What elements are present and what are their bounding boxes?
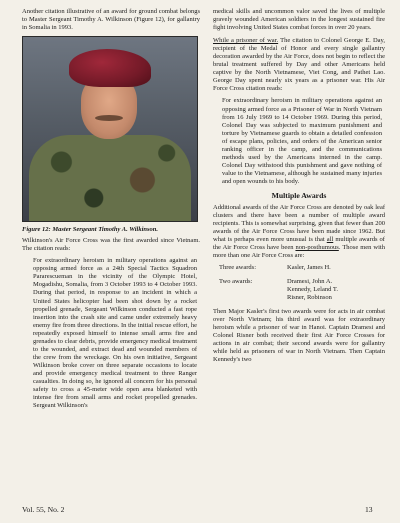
text-segment: multiple awards of the Air Force Cross have been (213, 236, 385, 252)
three-awards-row (219, 264, 338, 272)
day-citation: For extraordinary heroism in military operations against an opposing armed force as a Prisoner of War in North Vietnam from 16 July 1969 to 14 October 1969. During this period, Colonel Day was subjected to maximum punishment and torture by Vietnamese guards to obtain a detailed confession of escape plans, policies, and orders of the American senior ranking officer in the camp, and the communications methods used by the Americans interned in the camp. Colonel Day withstood this punishment and gave nothing of value to the Vietnamese, although he sustained many injuries and open wounds to his body. (222, 97, 382, 185)
awards-table (219, 264, 338, 302)
right-column (213, 8, 385, 364)
two-awards-label: Two awards: (219, 278, 253, 286)
two-awards-names (287, 278, 338, 302)
page-number: 13 (365, 505, 373, 514)
multiple-awards-paragraph (213, 204, 385, 260)
three-awards-label: Three awards: (219, 264, 256, 272)
volume-number: Vol. 55, No. 2 (22, 505, 65, 514)
two-awards-name: Dramesi, John A. (287, 278, 333, 286)
pow-paragraph-text: The citation to Colonel George E. Day, recipient of the Medal of Honor and every single gallantry decoration awarded by the Air Force, does not begin to reflect the brutal treatment suffered by Day and other Americans held captive by the North Vietnamese, Viet Cong, and Pathet Lao. George Day spent nearly six years as a prisoner war. His Air Force Cross citation reads: (213, 37, 385, 93)
continued-paragraph: medical skills and uncommon valor saved the lives of multiple gravely wounded American soldiers in the longest sustained fire fight involving United States combat forces in over 20 years. (213, 8, 385, 32)
three-awards-name: Kasler, James H. (287, 264, 331, 272)
text-segment: Additional awards of the Air Force Cross are denoted by oak leaf clusters and there have been a number of multiple award recipients. This is somewhat surprising, given that fewer than 200 awards of the Air Force Cross have been made since 1962. But what is perhaps even more unusual is that (213, 203, 385, 244)
section-heading: Multiple Awards (271, 190, 327, 200)
intro-paragraph: Another citation illustrative of an award for ground combat belongs to Master Sergeant Timothy A. Wilkinson (Figure 12), for gallantry in Somalia in 1993. (22, 8, 200, 32)
underlined-all: all (326, 236, 334, 244)
closing-paragraph: Then Major Kasler's first two awards were for acts in air combat over North Vietnam; his third award was for extraordinary heroism while a prisoner of war in Hanoi. Captain Dramesi and Colonel Risner both received their first Air Force Crosses for actions in air combat; their second awards were for gallantry while held as prisoners of war in North Vietnam. Then Captain Kennedy's two (213, 307, 385, 363)
pow-paragraph (213, 37, 385, 93)
two-awards-row (219, 278, 338, 302)
maroon-beret (69, 49, 151, 87)
two-awards-name: Kennedy, Leland T. (287, 286, 338, 294)
left-column (22, 8, 200, 414)
pow-subheading: While a prisoner of war. (213, 37, 279, 45)
text-segment: . Those men with more than one Air Force Cross are: (213, 244, 385, 260)
wilkinson-photo (22, 36, 198, 222)
camouflage-uniform (29, 135, 191, 222)
underlined-non-posthumous: non-posthumous (295, 244, 339, 252)
two-awards-name: Risner, Robinson (287, 294, 332, 302)
figure-caption: Figure 12: Master Sergeant Timothy A. Wilkinson. (22, 226, 159, 234)
citation-intro: Wilkinson's Air Force Cross was the first awarded since Vietnam. The citation reads: (22, 237, 200, 253)
wilkinson-citation: For extraordinary heroism in military operations against an opposing armed force as a 24th Special Tactics Squadron Pararescueman in the vicinity of the Olympic Hotel, Mogadishu, Somalia, from 3 October 1993 to 4 October 1993. During that period, in response to an incident in which a United States helicopter had been shot down by a rocket propelled grenade, Sergeant Wilkinson conducted a fast rope insertion into the crash site and came under extremely heavy enemy fire from three directions. In the initial rescue effort, he repeatedly exposed himself to intense small arms fire and grenades to clear debris, provide emergency medical treatment to the wounded, and extract dead and wounded members of the crew from the wreckage. On his own initiative, Sergeant Wilkinson broke cover on three separate occasions to locate and provide emergency medical treatment to three Ranger casualties. In doing so, he ignored all concern for his personal safety to cross a 45-meter wide open area blanketed with intense fire from small arms and rocket propelled grenades. Sergeant Wilkinson's (33, 257, 197, 410)
